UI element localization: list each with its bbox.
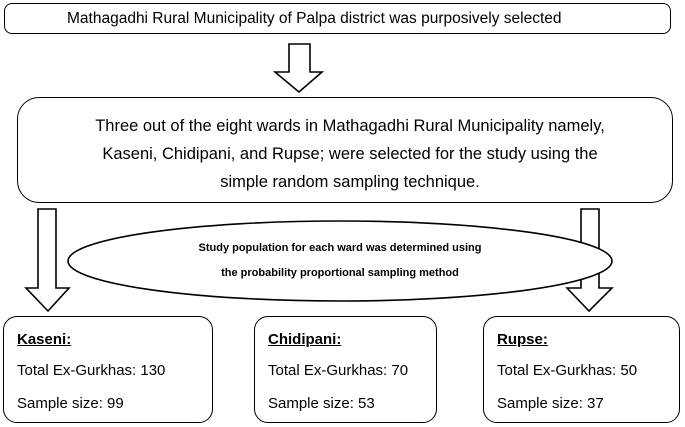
selection-step-text: Mathagadhi Rural Municipality of Palpa district was purposively selected: [67, 10, 562, 27]
ward-selection-line-1: Three out of the eight wards in Mathagadhi Rural Municipality namely,: [95, 117, 605, 135]
ward-box-chidipani: [254, 316, 437, 423]
ward-selection-box: [17, 97, 673, 203]
method-note-line-1: Study population for each ward was determined using: [198, 242, 482, 254]
ward-total: Total Ex-Gurkhas: 70: [268, 362, 409, 379]
ward-sample: Sample size: 37: [497, 395, 604, 412]
ward-sample: Sample size: 53: [268, 395, 375, 412]
selection-step-box: [4, 3, 671, 34]
method-note: [60, 236, 620, 286]
ward-box-kaseni: [3, 316, 213, 423]
ward-sample: Sample size: 99: [17, 395, 124, 412]
ward-box-rupse: [483, 316, 680, 423]
ward-selection-line-2: Kaseni, Chidipani, and Rupse; were selected for the study using the: [102, 145, 598, 163]
down-arrow-center: [275, 44, 322, 92]
ward-name: Chidipani:: [268, 331, 342, 348]
method-note-line-2: the probability proportional sampling method: [221, 267, 459, 279]
ward-name: Kaseni:: [17, 331, 72, 348]
ward-selection-line-3: simple random sampling technique.: [220, 173, 480, 191]
ward-total: Total Ex-Gurkhas: 50: [497, 362, 638, 379]
ward-total: Total Ex-Gurkhas: 130: [17, 362, 166, 379]
ward-name: Rupse:: [497, 331, 548, 348]
